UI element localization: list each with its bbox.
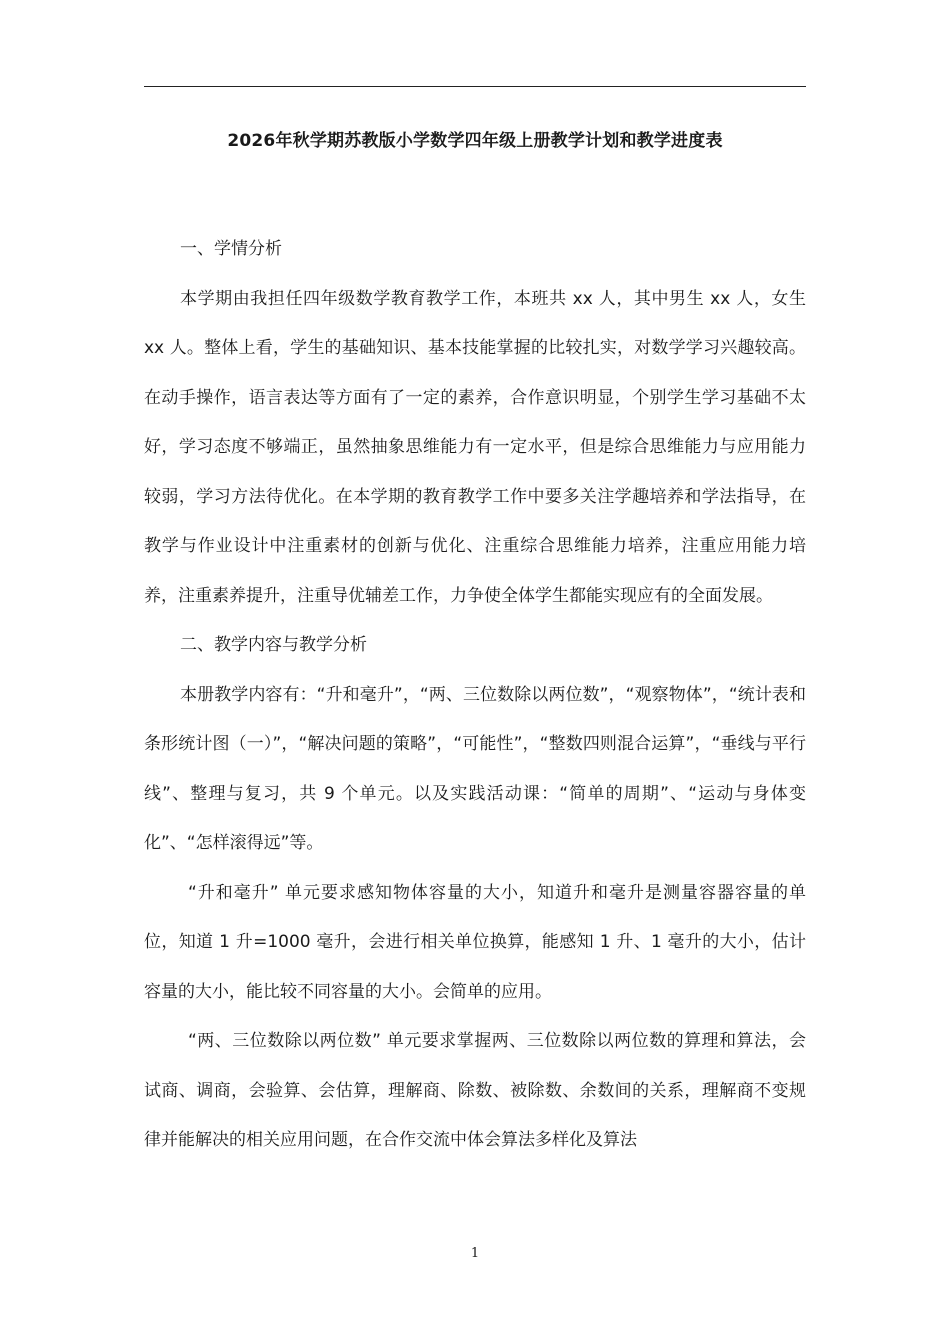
- header-rule: [144, 86, 806, 87]
- section-heading-teaching-content: 二、教学内容与教学分析: [180, 635, 367, 655]
- document-title: 2026年秋学期苏教版小学数学四年级上册教学计划和教学进度表: [227, 131, 723, 151]
- page-number: 1: [470, 1246, 480, 1261]
- paragraph-teaching-content-list: 本册教学内容有：“升和毫升”，“两、三位数除以两位数”，“观察物体”，“统计表和条形统计图（一）”，“解决问题的策略”，“可能性”，“整数四则混合运算”，“垂线与平行线”、整理与复习，共 9 个单元。以及实践活动课：“简单的周期”、“运动与身体变化”、“怎样滚得远”等。: [144, 684, 806, 853]
- paragraph-learning-analysis: 本学期由我担任四年级数学教育教学工作，本班共 xx 人，其中男生 xx 人，女生 xx 人。整体上看，学生的基础知识、基本技能掌握的比较扎实，对数学学习兴趣较高。在动手操作，语言表达等方面有了一定的素养，合作意识明显，个别学生学习基础不太好，学习态度不够端正，虽然抽象思维能力有一定水平，但是综合思维能力与应用能力较弱，学习方法待优化。在本学期的教育教学工作中要多关注学趣培养和学法指导，在教学与作业设计中注重素材的创新与优化、注重综合思维能力培养，注重应用能力培养，注重素养提升，注重导优辅差工作，力争使全体学生都能实现应有的全面发展。: [144, 288, 806, 606]
- section-heading-learning-analysis: 一、学情分析: [180, 239, 282, 259]
- paragraph-liters-milliliters-unit: “升和毫升” 单元要求感知物体容量的大小，知道升和毫升是测量容器容量的单位，知道 1 升=1000 毫升，会进行相关单位换算，能感知 1 升、1 毫升的大小，估计容量的大小，能比较不同容量的大小。会简单的应用。: [144, 882, 806, 1002]
- paragraph-division-unit: “两、三位数除以两位数” 单元要求掌握两、三位数除以两位数的算理和算法，会试商、调商，会验算、会估算，理解商、除数、被除数、余数间的关系，理解商不变规律并能解决的相关应用问题，在合作交流中体会算法多样化及算法: [144, 1031, 806, 1150]
- document-body: [144, 225, 806, 1166]
